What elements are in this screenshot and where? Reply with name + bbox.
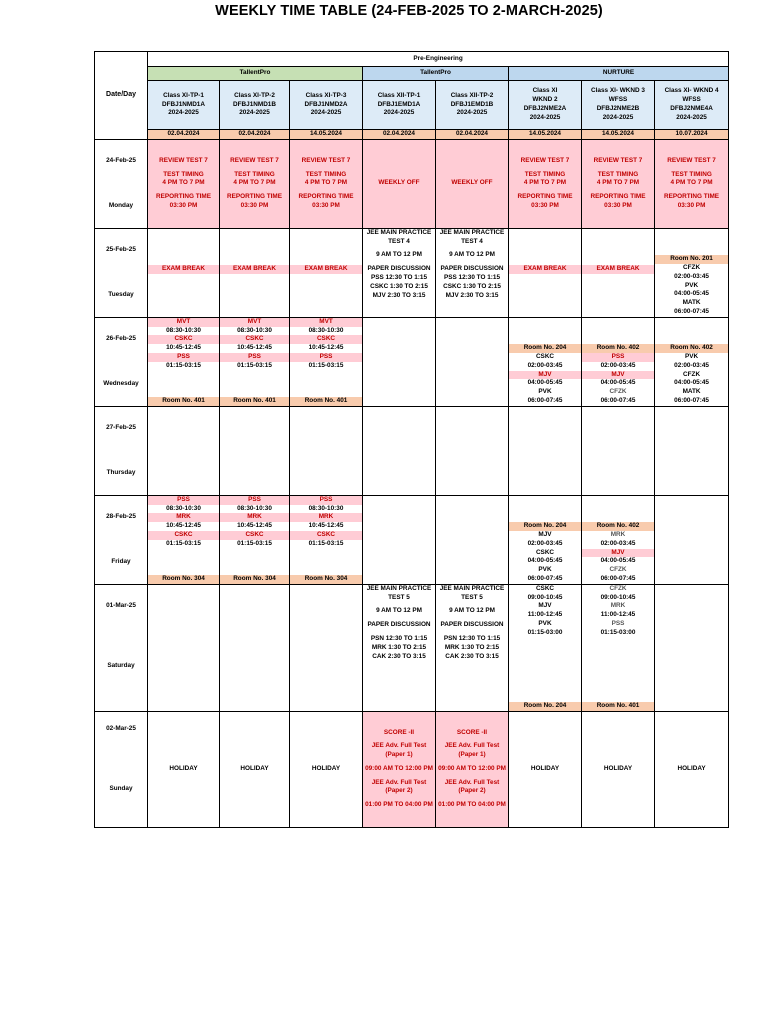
holiday-cell: HOLIDAY	[148, 711, 220, 827]
class-header: Class XII-TP-2 DFBJ1EMD1B 2024-2025	[436, 81, 509, 130]
subgroup-header: TallentPro	[363, 67, 509, 81]
review-test-cell: REVIEW TEST 7 TEST TIMING 4 PM TO 7 PM REPORTING TIME 03:30 PM	[509, 139, 582, 228]
jee-advanced-test-cell: SCORE -II JEE Adv. Full Test (Paper 1) 09:00 AM TO 12:00 PM JEE Adv. Full Test (Paper 2) 01:00 PM TO 04:00 PM	[436, 711, 509, 827]
schedule-cell: MVT 08:30-10:30 CSKC 10:45-12:45 PSS 01:15-03:15 Room No. 401	[148, 317, 220, 406]
schedule-cell: PSS 08:30-10:30 MRK 10:45-12:45 CSKC 01:15-03:15 Room No. 304	[148, 495, 220, 584]
class-header: Class XI WKND 2 DFBJ2NME2A 2024-2025	[509, 81, 582, 130]
schedule-cell: Room No. 204 CSKC 02:00-03:45 MJV 04:00-05:45 PVK 06:00-07:45	[509, 317, 582, 406]
empty-cell	[655, 584, 729, 711]
schedule-cell: Room No. 402 PVK 02:00-03:45 CFZK 04:00-05:45 MATK 06:00-07:45	[655, 317, 729, 406]
review-test-cell: REVIEW TEST 7 TEST TIMING 4 PM TO 7 PM REPORTING TIME 03:30 PM	[655, 139, 729, 228]
empty-cell	[290, 406, 363, 495]
batch-start-date: 14.05.2024	[290, 130, 363, 140]
jee-advanced-test-cell: SCORE -II JEE Adv. Full Test (Paper 1) 09:00 AM TO 12:00 PM JEE Adv. Full Test (Paper 2) 01:00 PM TO 04:00 PM	[363, 711, 436, 827]
batch-start-date: 02.04.2024	[436, 130, 509, 140]
batch-start-date: 14.05.2024	[582, 130, 655, 140]
day-cell: 28-Feb-25 Friday	[95, 495, 148, 584]
exam-break-cell: EXAM BREAK	[582, 228, 655, 317]
batch-start-date: 10.07.2024	[655, 130, 729, 140]
review-test-cell: REVIEW TEST 7 TEST TIMING 4 PM TO 7 PM REPORTING TIME 03:30 PM	[290, 139, 363, 228]
holiday-cell: HOLIDAY	[290, 711, 363, 827]
empty-cell	[220, 584, 290, 711]
exam-break-cell: EXAM BREAK	[509, 228, 582, 317]
empty-cell	[436, 495, 509, 584]
timetable	[94, 51, 729, 828]
holiday-cell: HOLIDAY	[655, 711, 729, 827]
date-day-header: Date/Day	[95, 52, 148, 140]
schedule-cell: MVT 08:30-10:30 CSKC 10:45-12:45 PSS 01:15-03:15 Room No. 401	[220, 317, 290, 406]
jee-practice-cell: JEE MAIN PRACTICE TEST 5 9 AM TO 12 PM PAPER DISCUSSION PSN 12:30 TO 1:15 MRK 1:30 TO 2:15 CAK 2:30 TO 3:15	[363, 584, 436, 711]
empty-cell	[436, 317, 509, 406]
jee-practice-cell: JEE MAIN PRACTICE TEST 4 9 AM TO 12 PM PAPER DISCUSSION PSS 12:30 TO 1:15 CSKC 1:30 TO 2:15 MJV 2:30 TO 3:15	[436, 228, 509, 317]
holiday-cell: HOLIDAY	[220, 711, 290, 827]
empty-cell	[363, 406, 436, 495]
batch-start-date: 02.04.2024	[148, 130, 220, 140]
subgroup-header: NURTURE	[509, 67, 729, 81]
jee-practice-cell: JEE MAIN PRACTICE TEST 5 9 AM TO 12 PM PAPER DISCUSSION PSN 12:30 TO 1:15 MRK 1:30 TO 2:15 CAK 2:30 TO 3:15	[436, 584, 509, 711]
review-test-cell: REVIEW TEST 7 TEST TIMING 4 PM TO 7 PM REPORTING TIME 03:30 PM	[220, 139, 290, 228]
page-title: WEEKLY TIME TABLE (24-FEB-2025 TO 2-MARCH-2025)	[215, 3, 603, 19]
schedule-cell: Room No. 402 MRK 02:00-03:45 MJV 04:00-05:45 CFZK 06:00-07:45	[582, 495, 655, 584]
empty-cell	[148, 584, 220, 711]
class-header: Class XI- WKND 4 WFSS DFBJ2NME4A 2024-2025	[655, 81, 729, 130]
day-cell: 27-Feb-25 Thursday	[95, 406, 148, 495]
jee-practice-cell: JEE MAIN PRACTICE TEST 4 9 AM TO 12 PM PAPER DISCUSSION PSS 12:30 TO 1:15 CSKC 1:30 TO 2:15 MJV 2:30 TO 3:15	[363, 228, 436, 317]
weekly-off-cell: WEEKLY OFF	[363, 139, 436, 228]
holiday-cell: HOLIDAY	[582, 711, 655, 827]
schedule-cell: CSKC 09:00-10:45 MJV 11:00-12:45 PVK 01:15-03:00 Room No. 204	[509, 584, 582, 711]
class-header: Class XI-TP-3 DFBJ1NMD2A 2024-2025	[290, 81, 363, 130]
empty-cell	[509, 406, 582, 495]
class-header: Class XI-TP-2 DFBJ1NMD1B 2024-2025	[220, 81, 290, 130]
schedule-cell: PSS 08:30-10:30 MRK 10:45-12:45 CSKC 01:15-03:15 Room No. 304	[220, 495, 290, 584]
exam-break-cell: EXAM BREAK	[290, 228, 363, 317]
subgroup-header: TallentPro	[148, 67, 363, 81]
empty-cell	[220, 406, 290, 495]
empty-cell	[290, 584, 363, 711]
empty-cell	[436, 406, 509, 495]
schedule-cell: Room No. 204 MJV 02:00-03:45 CSKC 04:00-05:45 PVK 06:00-07:45	[509, 495, 582, 584]
weekly-off-cell: WEEKLY OFF	[436, 139, 509, 228]
class-header: Class XI- WKND 3 WFSS DFBJ2NME2B 2024-2025	[582, 81, 655, 130]
review-test-cell: REVIEW TEST 7 TEST TIMING 4 PM TO 7 PM REPORTING TIME 03:30 PM	[582, 139, 655, 228]
batch-start-date: 14.05.2024	[509, 130, 582, 140]
batch-start-date: 02.04.2024	[220, 130, 290, 140]
empty-cell	[363, 495, 436, 584]
day-cell: 02-Mar-25 Sunday	[95, 711, 148, 827]
class-header: Class XI-TP-1 DFBJ1NMD1A 2024-2025	[148, 81, 220, 130]
day-cell: 24-Feb-25 Monday	[95, 139, 148, 228]
exam-break-cell: EXAM BREAK	[148, 228, 220, 317]
day-cell: 01-Mar-25 Saturday	[95, 584, 148, 711]
empty-cell	[363, 317, 436, 406]
group-header: Pre-Engineering	[148, 52, 729, 67]
schedule-cell: MVT 08:30-10:30 CSKC 10:45-12:45 PSS 01:15-03:15 Room No. 401	[290, 317, 363, 406]
day-cell: 26-Feb-25 Wednesday	[95, 317, 148, 406]
exam-break-cell: EXAM BREAK	[220, 228, 290, 317]
empty-cell	[582, 406, 655, 495]
review-test-cell: REVIEW TEST 7 TEST TIMING 4 PM TO 7 PM REPORTING TIME 03:30 PM	[148, 139, 220, 228]
class-header: Class XII-TP-1 DFBJ1EMD1A 2024-2025	[363, 81, 436, 130]
batch-start-date: 02.04.2024	[363, 130, 436, 140]
empty-cell	[655, 406, 729, 495]
schedule-cell: Room No. 402 PSS 02:00-03:45 MJV 04:00-05:45 CFZK 06:00-07:45	[582, 317, 655, 406]
schedule-cell: PSS 08:30-10:30 MRK 10:45-12:45 CSKC 01:15-03:15 Room No. 304	[290, 495, 363, 584]
empty-cell	[655, 495, 729, 584]
holiday-cell: HOLIDAY	[509, 711, 582, 827]
schedule-cell: CFZK 09:00-10:45 MRK 11:00-12:45 PSS 01:15-03:00 Room No. 401	[582, 584, 655, 711]
schedule-cell: Room No. 201 CFZK 02:00-03:45 PVK 04:00-05:45 MATK 06:00-07:45	[655, 228, 729, 317]
day-cell: 25-Feb-25 Tuesday	[95, 228, 148, 317]
empty-cell	[148, 406, 220, 495]
